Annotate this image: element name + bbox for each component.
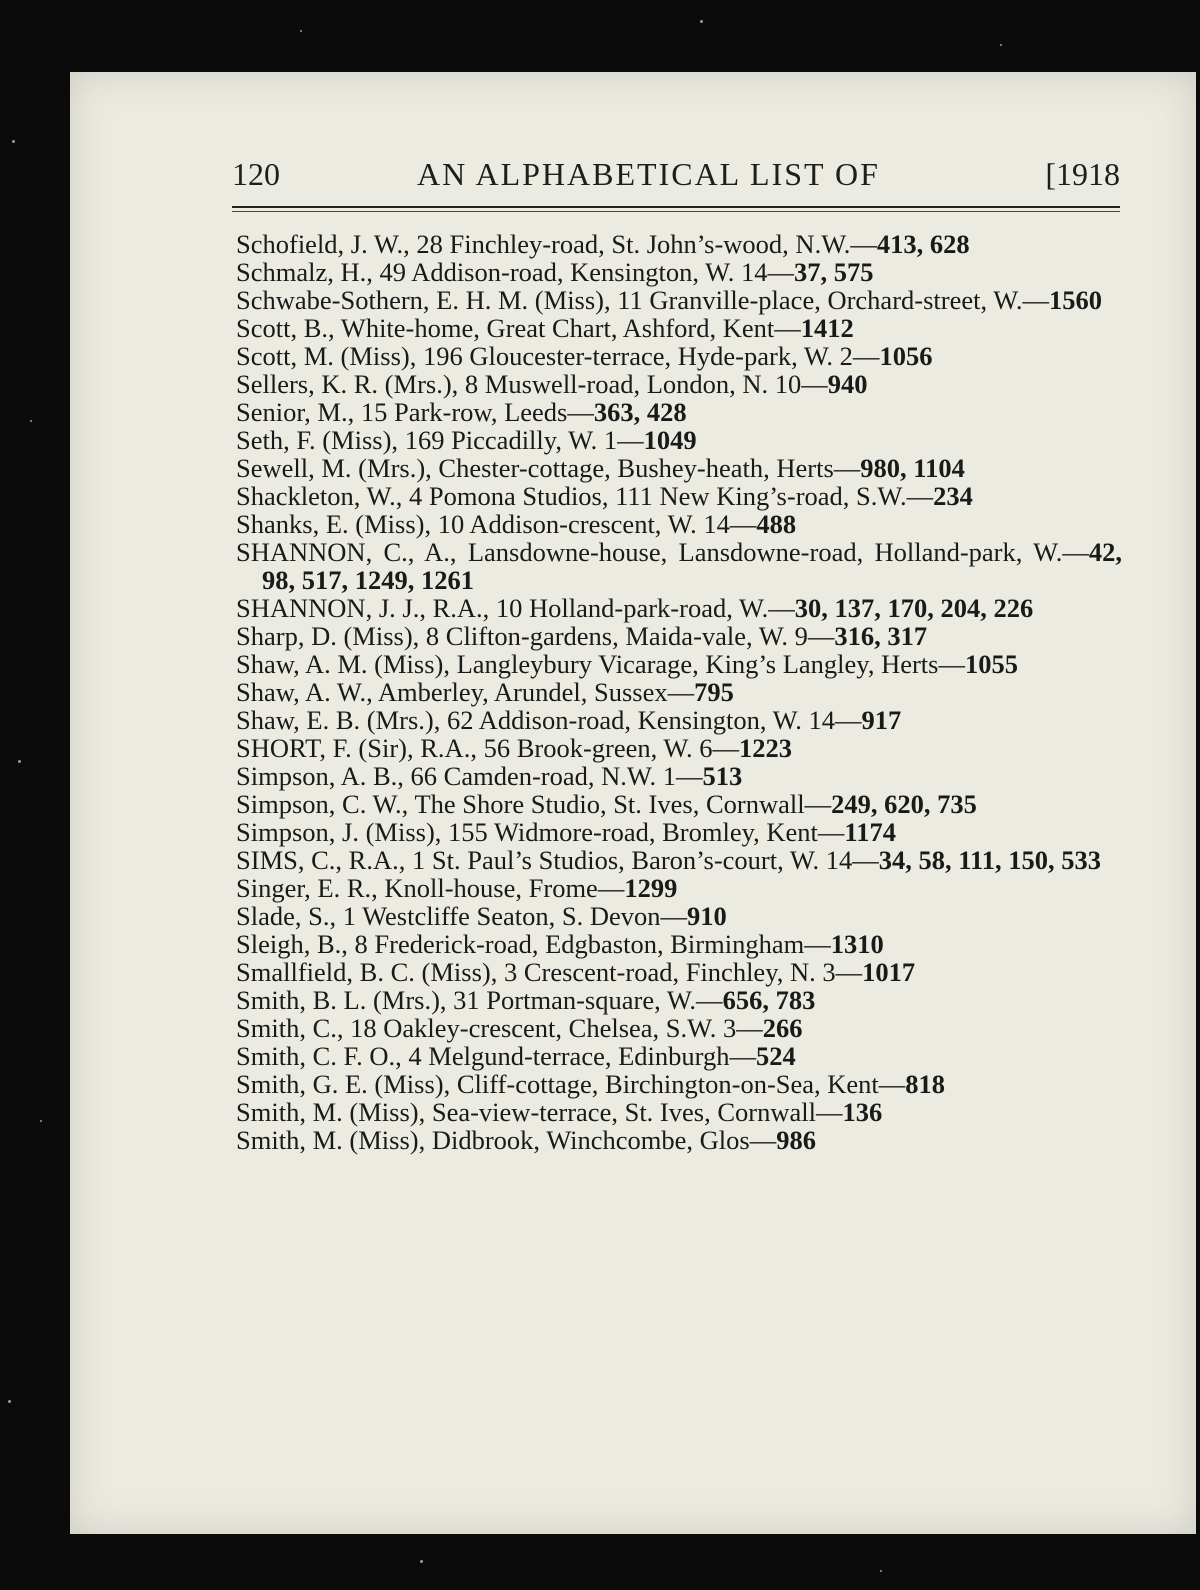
background-speck xyxy=(12,140,15,143)
entry-address: 1 Westcliffe Seaton, S. Devon— xyxy=(336,901,688,931)
list-entry xyxy=(236,930,1122,958)
entry-address: Cliff-cottage, Birchington-on-Sea, Kent— xyxy=(450,1069,906,1099)
entry-name: Shaw, A. W., xyxy=(236,677,373,707)
entry-refs: 1223 xyxy=(738,733,792,763)
entry-refs: 1055 xyxy=(965,649,1018,679)
page-year: [1918 xyxy=(1045,156,1120,192)
list-entry xyxy=(236,1098,1122,1126)
entry-refs: 1560 xyxy=(1048,285,1102,315)
list-entry xyxy=(236,678,1122,706)
entry-address: Didbrook, Winchcombe, Glos— xyxy=(425,1125,777,1155)
list-entry xyxy=(236,762,1122,790)
list-entry xyxy=(236,342,1122,370)
entry-address: 18 Oakley-crescent, Chelsea, S.W. 3— xyxy=(343,1013,763,1043)
entry-address: 28 Finchley-road, St. John’s-wood, N.W.— xyxy=(409,229,877,259)
entry-name: Scott, M. (Miss), xyxy=(236,341,417,371)
list-entry xyxy=(236,790,1122,818)
entry-refs: 980, 1104 xyxy=(860,453,965,483)
entry-address: Sea-view-terrace, St. Ives, Cornwall— xyxy=(425,1097,843,1127)
entry-refs: 488 xyxy=(756,509,797,539)
list-entry xyxy=(236,594,1122,622)
entry-address: 10 Holland-park-road, W.— xyxy=(489,593,795,623)
page-title: AN ALPHABETICAL LIST OF xyxy=(417,156,880,192)
list-entry xyxy=(236,902,1122,930)
list-entry xyxy=(236,538,1122,594)
list-entry xyxy=(236,734,1122,762)
entry-refs: 917 xyxy=(861,705,902,735)
entry-address: 3 Crescent-road, Finchley, N. 3— xyxy=(497,957,863,987)
list-entry xyxy=(236,818,1122,846)
entry-address: 10 Addison-crescent, W. 14— xyxy=(431,509,757,539)
entry-name: Smith, C., xyxy=(236,1013,344,1043)
list-entry xyxy=(236,986,1122,1014)
entry-address: 1 St. Paul’s Studios, Baron’s-court, W. 14— xyxy=(405,845,879,875)
entry-list xyxy=(236,230,1122,1154)
entry-name: Schmalz, H., xyxy=(236,257,373,287)
entry-address: 49 Addison-road, Kensington, W. 14— xyxy=(372,257,794,287)
entry-name: Singer, E. R., xyxy=(236,873,378,903)
entry-refs: 1017 xyxy=(862,957,916,987)
entry-refs: 524 xyxy=(755,1041,796,1071)
entry-refs: 986 xyxy=(776,1125,816,1155)
entry-name: Sleigh, B., xyxy=(236,929,348,959)
list-entry xyxy=(236,846,1122,874)
entry-refs: 940 xyxy=(827,369,868,399)
entry-address: Chester-cottage, Bushey-heath, Herts— xyxy=(431,453,861,483)
list-entry xyxy=(236,874,1122,902)
entry-address: 62 Addison-road, Kensington, W. 14— xyxy=(440,705,862,735)
entry-name: Simpson, A. B., xyxy=(236,761,404,791)
list-entry xyxy=(236,1070,1122,1098)
entry-refs: 363, 428 xyxy=(593,397,687,427)
entry-address: 15 Park-row, Leeds— xyxy=(354,397,594,427)
entry-address: 4 Pomona Studios, 111 New King’s-road, S.W.— xyxy=(402,481,934,511)
header-rule xyxy=(232,206,1120,208)
list-entry xyxy=(236,398,1122,426)
list-entry xyxy=(236,482,1122,510)
list-entry xyxy=(236,1042,1122,1070)
entry-address: 56 Brook-green, W. 6— xyxy=(476,733,739,763)
background-speck xyxy=(880,1570,882,1572)
entry-name: Smallfield, B. C. (Miss), xyxy=(236,957,498,987)
list-entry xyxy=(236,958,1122,986)
entry-refs: 30, 137, 170, 204, 226 xyxy=(794,593,1034,623)
entry-refs: 266 xyxy=(762,1013,803,1043)
entry-address: 155 Widmore-road, Bromley, Kent— xyxy=(441,817,845,847)
entry-name: Smith, B. L. (Mrs.), xyxy=(236,985,447,1015)
entry-name: Schofield, J. W., xyxy=(236,229,410,259)
entry-address: 8 Frederick-road, Edgbaston, Birmingham— xyxy=(347,929,831,959)
entry-refs: 37, 575 xyxy=(793,257,874,287)
list-entry xyxy=(236,370,1122,398)
entry-name: Sellers, K. R. (Mrs.), xyxy=(236,369,459,399)
entry-name: Simpson, C. W., xyxy=(236,789,409,819)
entry-address: 11 Granville-place, Orchard-street, W.— xyxy=(610,285,1049,315)
list-entry xyxy=(236,510,1122,538)
entry-address: 8 Muswell-road, London, N. 10— xyxy=(458,369,828,399)
entry-address: Knoll-house, Frome— xyxy=(377,873,625,903)
entry-refs: 1310 xyxy=(830,929,884,959)
list-entry xyxy=(236,314,1122,342)
entry-name: Shaw, E. B. (Mrs.), xyxy=(236,705,441,735)
list-entry xyxy=(236,230,1122,258)
entry-name: Sewell, M. (Mrs.), xyxy=(236,453,432,483)
background-speck xyxy=(1000,44,1002,46)
list-entry xyxy=(236,454,1122,482)
entry-name: Smith, G. E. (Miss), xyxy=(236,1069,451,1099)
entry-name: Shanks, E. (Miss), xyxy=(236,509,432,539)
background-speck xyxy=(18,760,21,763)
entry-refs: 136 xyxy=(842,1097,883,1127)
entry-address: 196 Gloucester-terrace, Hyde-park, W. 2— xyxy=(416,341,880,371)
entry-name: SIMS, C., R.A., xyxy=(236,845,406,875)
entry-name: Senior, M., xyxy=(236,397,355,427)
entry-address: 8 Clifton-gardens, Maida-vale, W. 9— xyxy=(419,621,835,651)
page-number: 120 xyxy=(232,156,280,192)
entry-name: Smith, C. F. O., xyxy=(236,1041,402,1071)
entry-name: Simpson, J. (Miss), xyxy=(236,817,442,847)
entry-refs: 42, 98, 517, 1249, 1261 xyxy=(262,537,1122,595)
background-speck xyxy=(300,30,302,32)
background-speck xyxy=(420,1560,423,1563)
entry-name: SHORT, F. (Sir), R.A., xyxy=(236,733,477,763)
entry-name: Smith, M. (Miss), xyxy=(236,1125,426,1155)
entry-refs: 513 xyxy=(702,761,743,791)
entry-address: Langleybury Vicarage, King’s Langley, Herts— xyxy=(449,649,965,679)
entry-address: 31 Portman-square, W.— xyxy=(446,985,723,1015)
entry-name: SHANNON, C., A., xyxy=(236,537,457,567)
background-speck xyxy=(700,20,703,23)
entry-address: White-home, Great Chart, Ashford, Kent— xyxy=(334,313,801,343)
entry-refs: 413, 628 xyxy=(876,229,970,259)
entry-refs: 1049 xyxy=(643,425,697,455)
entry-refs: 1174 xyxy=(844,817,896,847)
list-entry xyxy=(236,650,1122,678)
entry-address: 66 Camden-road, N.W. 1— xyxy=(403,761,703,791)
list-entry xyxy=(236,426,1122,454)
entry-name: Seth, F. (Miss), xyxy=(236,425,399,455)
entry-refs: 34, 58, 111, 150, 533 xyxy=(878,845,1102,875)
background-speck xyxy=(30,420,32,422)
entry-name: SHANNON, J. J., R.A., xyxy=(236,593,490,623)
list-entry xyxy=(236,286,1122,314)
entry-name: Scott, B., xyxy=(236,313,335,343)
entry-address: Lansdowne-house, Lansdowne-road, Holland-park, W.— xyxy=(456,537,1089,567)
entry-refs: 1299 xyxy=(624,873,678,903)
entry-refs: 818 xyxy=(905,1069,946,1099)
page-header xyxy=(232,156,1120,198)
background-speck xyxy=(40,1120,42,1122)
entry-address: Amberley, Arundel, Sussex— xyxy=(372,677,695,707)
entry-refs: 656, 783 xyxy=(722,985,816,1015)
entry-address: 4 Melgund-terrace, Edinburgh— xyxy=(401,1041,756,1071)
background-speck xyxy=(8,1400,11,1403)
entry-refs: 1056 xyxy=(879,341,933,371)
list-entry xyxy=(236,706,1122,734)
list-entry xyxy=(236,1014,1122,1042)
entry-name: Shaw, A. M. (Miss), xyxy=(236,649,450,679)
header-rule xyxy=(232,211,1120,212)
entry-name: Sharp, D. (Miss), xyxy=(236,621,420,651)
entry-refs: 234 xyxy=(933,481,973,511)
entry-refs: 249, 620, 735 xyxy=(831,789,977,819)
entry-address: 169 Piccadilly, W. 1— xyxy=(398,425,644,455)
entry-refs: 910 xyxy=(687,901,727,931)
list-entry xyxy=(236,258,1122,286)
entry-address: The Shore Studio, St. Ives, Cornwall— xyxy=(408,789,832,819)
entry-refs: 795 xyxy=(694,677,734,707)
list-entry xyxy=(236,622,1122,650)
entry-refs: 1412 xyxy=(800,313,854,343)
entry-refs: 316, 317 xyxy=(834,621,928,651)
entry-name: Shackleton, W., xyxy=(236,481,403,511)
entry-name: Smith, M. (Miss), xyxy=(236,1097,426,1127)
list-entry xyxy=(236,1126,1122,1154)
entry-name: Slade, S., xyxy=(236,901,337,931)
entry-name: Schwabe-Sothern, E. H. M. (Miss), xyxy=(236,285,611,315)
